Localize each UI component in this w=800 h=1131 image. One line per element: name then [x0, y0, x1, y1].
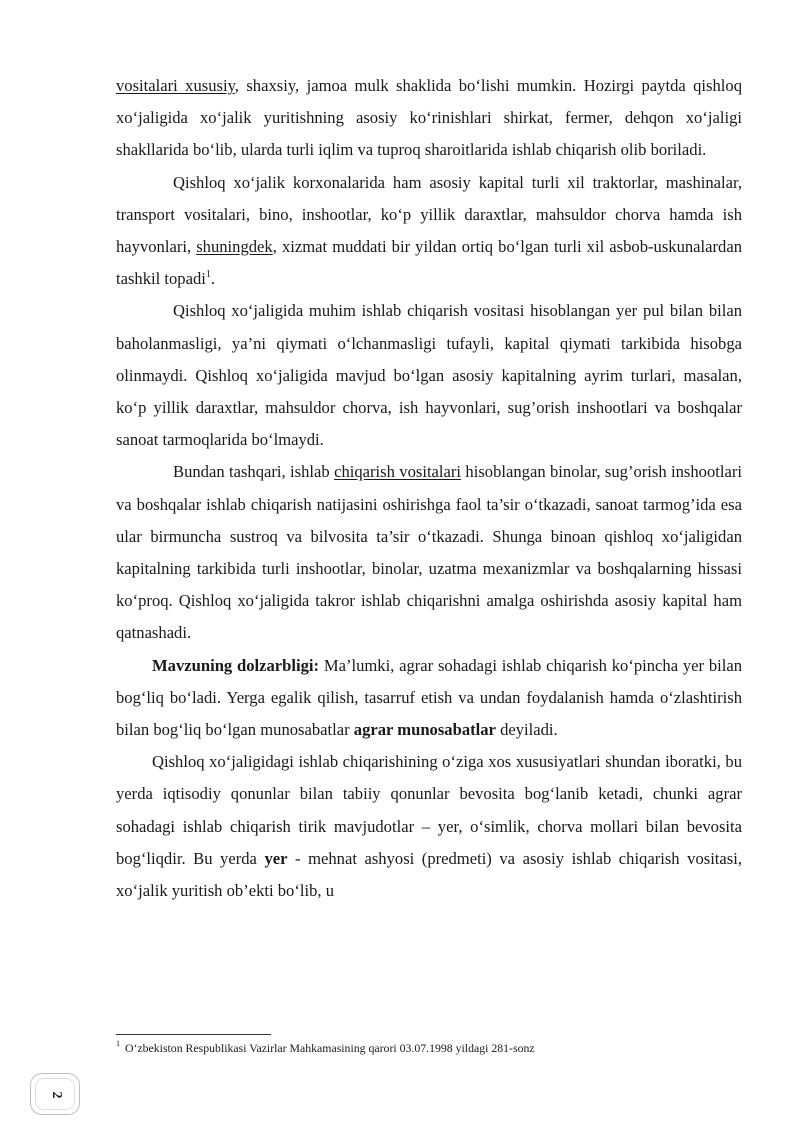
page-number: 2	[49, 1091, 64, 1099]
page-number-frame	[30, 1073, 80, 1115]
text-segment: - mehnat ashyosi (predmeti) va asosiy ishlab chiqarish vositasi, xo‘jalik yuritish ob’ekti bo‘lib, u	[116, 848, 742, 901]
underlined-text: vositalari xususiy	[116, 76, 235, 95]
paragraph	[116, 650, 742, 747]
paragraph	[116, 70, 742, 167]
paragraph	[116, 295, 742, 456]
text-segment: Qishloq xo‘jaligidagi ishlab chiqarishining o‘ziga xos xususiyatlari shundan iboratki, bu yerda iqtisodiy qonunlar bilan tabiiy qonunlar bevosita bog‘lanib ketadi, chunki agrar sohadagi ishlab chiqarish tirik mavjudotlar – yer, o‘simlik, chorva mollari bilan bevosita bog‘liqdir. Bu yerda	[116, 752, 742, 868]
bold-text: agrar munosabatlar	[353, 720, 496, 740]
text-segment: Bundan tashqari, ishlab	[173, 462, 335, 482]
footnote-marker: 1	[116, 1039, 120, 1049]
footnote	[116, 1040, 742, 1056]
paragraph	[116, 456, 742, 649]
underlined-text: shuningdek	[196, 237, 273, 257]
paragraph	[116, 746, 742, 907]
body-text	[116, 70, 742, 907]
footnote-divider	[116, 1034, 271, 1035]
text-segment: Ma’lumki, agrar sohadagi ishlab chiqarish ko‘pincha yer bilan bog‘liq bo‘ladi. Yerga egalik qilish, tasarruf etish va undan foydalanish hamda o‘zlashtirish bilan bog‘liq bo‘lgan munosabatlar	[116, 655, 742, 740]
text-segment: , shaxsiy, jamoa mulk shaklida bo‘lishi mumkin. Hozirgi paytda qishloq xo‘jaligida xo‘jalik yuritishning asosiy ko‘rinishlari shirkat, fermer, dehqon xo‘jaligi shakllarida bo‘lib, ularda turli iqlim va tuproq sharoitlarida ishlab chiqarish olib boriladi.	[116, 76, 742, 160]
footnote-text: O‘zbekiston Respublikasi Vazirlar Mahkamasining qarori 03.07.1998 yildagi 281-sonz	[122, 1041, 535, 1055]
text-segment: Qishloq xo‘jalik korxonalarida ham asosiy kapital turli xil traktorlar, mashinalar, transport vositalari, bino, inshootlar, ko‘p yillik daraxtlar, mahsuldor chorva hamda ish hayvonlari,	[116, 172, 742, 257]
paragraph	[116, 167, 742, 296]
bold-text: Mavzuning dolzarbligi:	[152, 655, 320, 675]
text-segment: .	[210, 269, 216, 289]
text-segment: Qishloq xo‘jaligida muhim ishlab chiqarish vositasi hisoblangan yer pul bilan bilan baholanmasligi, ya’ni qiymati o‘lchanmasligi tufayli, kapital qiymati tarkibida hisobga olinmaydi. Qishloq xo‘jaligida mavjud bo‘lgan asosiy kapitalning ayrim turlari, masalan, ko‘p yillik daraxtlar, mahsuldor chorva, ish hayvonlari, sug’orish inshootlari va boshqalar sanoat tarmoqlarida bo‘lmaydi.	[116, 301, 742, 450]
bold-text: yer	[264, 848, 288, 868]
text-segment: deyiladi.	[495, 720, 558, 740]
underlined-text: chiqarish vositalari	[334, 462, 462, 482]
footnote-reference: 1	[205, 268, 211, 280]
text-segment: , xizmat muddati bir yildan ortiq bo‘lgan turli xil asbob-uskunalardan tashkil topadi	[116, 237, 742, 289]
text-segment: hisoblangan binolar, sug’orish inshootlari va boshqalar ishlab chiqarish natijasini oshirishga faol ta’sir o‘tkazadi, sanoat tarmog’ida esa ular birmuncha sustroq va bilvosita ta’sir o‘tkazadi. Shunga binoan qishloq xo‘jaligidan kapitalning tarkibida turli inshootlar, binolar, uzatma mexanizmlar va boshqalarning hissasi ko‘proq. Qishloq xo‘jaligida takror ishlab chiqarishni amalga oshirishda asosiy kapital ham qatnashadi.	[116, 462, 742, 643]
